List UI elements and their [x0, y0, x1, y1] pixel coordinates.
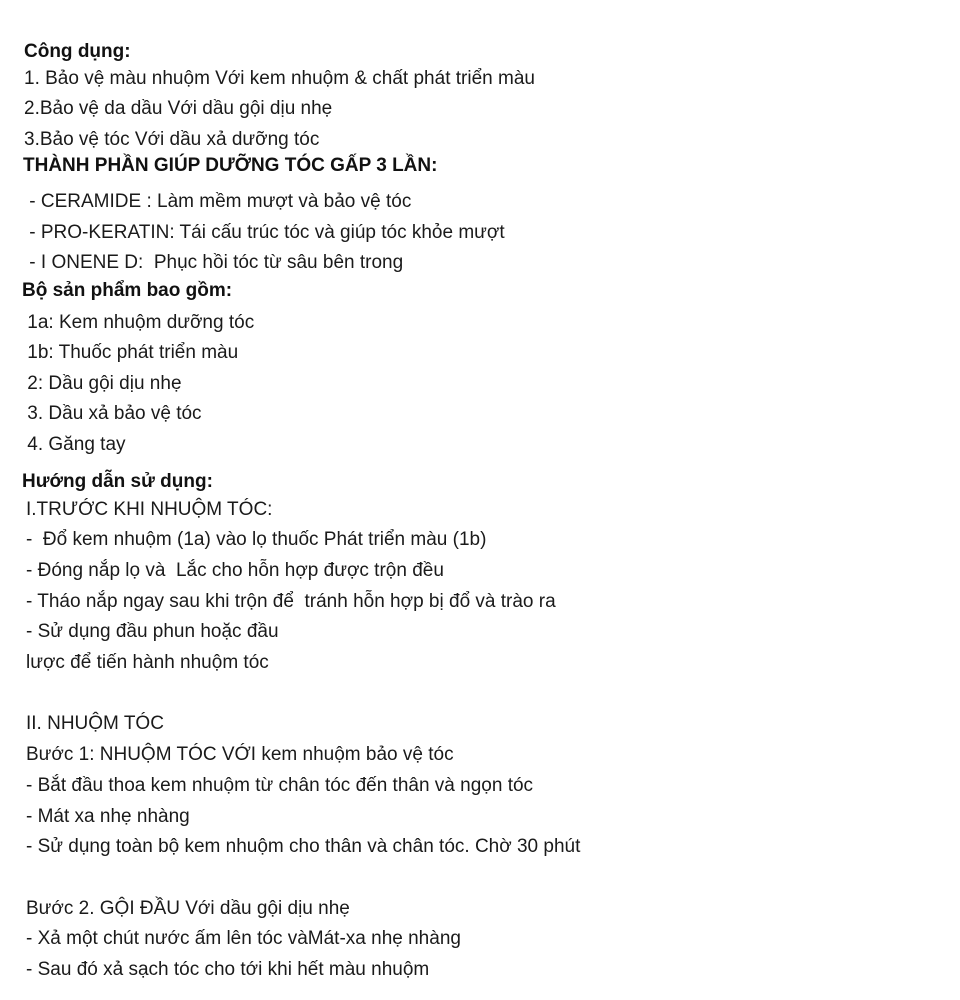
- step1-line: - Mát xa nhẹ nhàng: [26, 806, 190, 827]
- kit-item: 1a: Kem nhuộm dưỡng tóc: [22, 312, 255, 333]
- step1-title: Bước 1: NHUỘM TÓC VỚI kem nhuộm bảo vệ tóc: [26, 744, 454, 765]
- ingredient-item: - CERAMIDE : Làm mềm mượt và bảo vệ tóc: [24, 191, 412, 212]
- kit-item: 2: Dầu gội dịu nhẹ: [22, 373, 182, 394]
- kit-item: 3. Dầu xả bảo vệ tóc: [22, 403, 202, 424]
- kit-item: 1b: Thuốc phát triển màu: [22, 342, 239, 363]
- instructions-heading: Hướng dẫn sử dụng:: [22, 471, 213, 492]
- dye-title: II. NHUỘM TÓC: [26, 713, 164, 734]
- step2-line: - Sau đó xả sạch tóc cho tới khi hết màu nhuộm: [26, 959, 430, 980]
- before-dye-line: - Đóng nắp lọ và Lắc cho hỗn hợp được trộn đều: [26, 560, 444, 581]
- uses-item: 3.Bảo vệ tóc Với dầu xả dưỡng tóc: [24, 129, 320, 150]
- ingredients-heading: THÀNH PHẦN GIÚP DƯỠNG TÓC GẤP 3 LẦN:: [23, 155, 438, 176]
- uses-item: 2.Bảo vệ da dầu Với dầu gội dịu nhẹ: [24, 98, 333, 119]
- step1-line: - Bắt đầu thoa kem nhuộm từ chân tóc đến thân và ngọn tóc: [26, 775, 534, 796]
- uses-heading: Công dụng:: [24, 41, 131, 62]
- ingredient-item: - PRO-KERATIN: Tái cấu trúc tóc và giúp tóc khỏe mượt: [24, 222, 505, 243]
- step2-title: Bước 2. GỘI ĐẦU Với dầu gội dịu nhẹ: [26, 898, 350, 919]
- before-dye-line: lược để tiến hành nhuộm tóc: [26, 652, 269, 673]
- before-dye-line: - Tháo nắp ngay sau khi trộn để tránh hỗn hợp bị đổ và trào ra: [26, 591, 556, 612]
- before-dye-line: - Sử dụng đầu phun hoặc đầu: [26, 621, 279, 642]
- before-dye-line: - Đổ kem nhuộm (1a) vào lọ thuốc Phát triển màu (1b): [26, 529, 487, 550]
- before-dye-title: I.TRƯỚC KHI NHUỘM TÓC:: [26, 499, 273, 520]
- uses-item: 1. Bảo vệ màu nhuộm Với kem nhuộm & chất phát triển màu: [24, 68, 535, 89]
- step2-line: - Xả một chút nước ấm lên tóc vàMát-xa nhẹ nhàng: [26, 928, 461, 949]
- kit-heading: Bộ sản phẩm bao gồm:: [22, 280, 233, 301]
- kit-item: 4. Găng tay: [22, 434, 126, 455]
- step1-line: - Sử dụng toàn bộ kem nhuộm cho thân và chân tóc. Chờ 30 phút: [26, 836, 581, 857]
- ingredient-item: - I ONENE D: Phục hồi tóc từ sâu bên trong: [24, 252, 404, 273]
